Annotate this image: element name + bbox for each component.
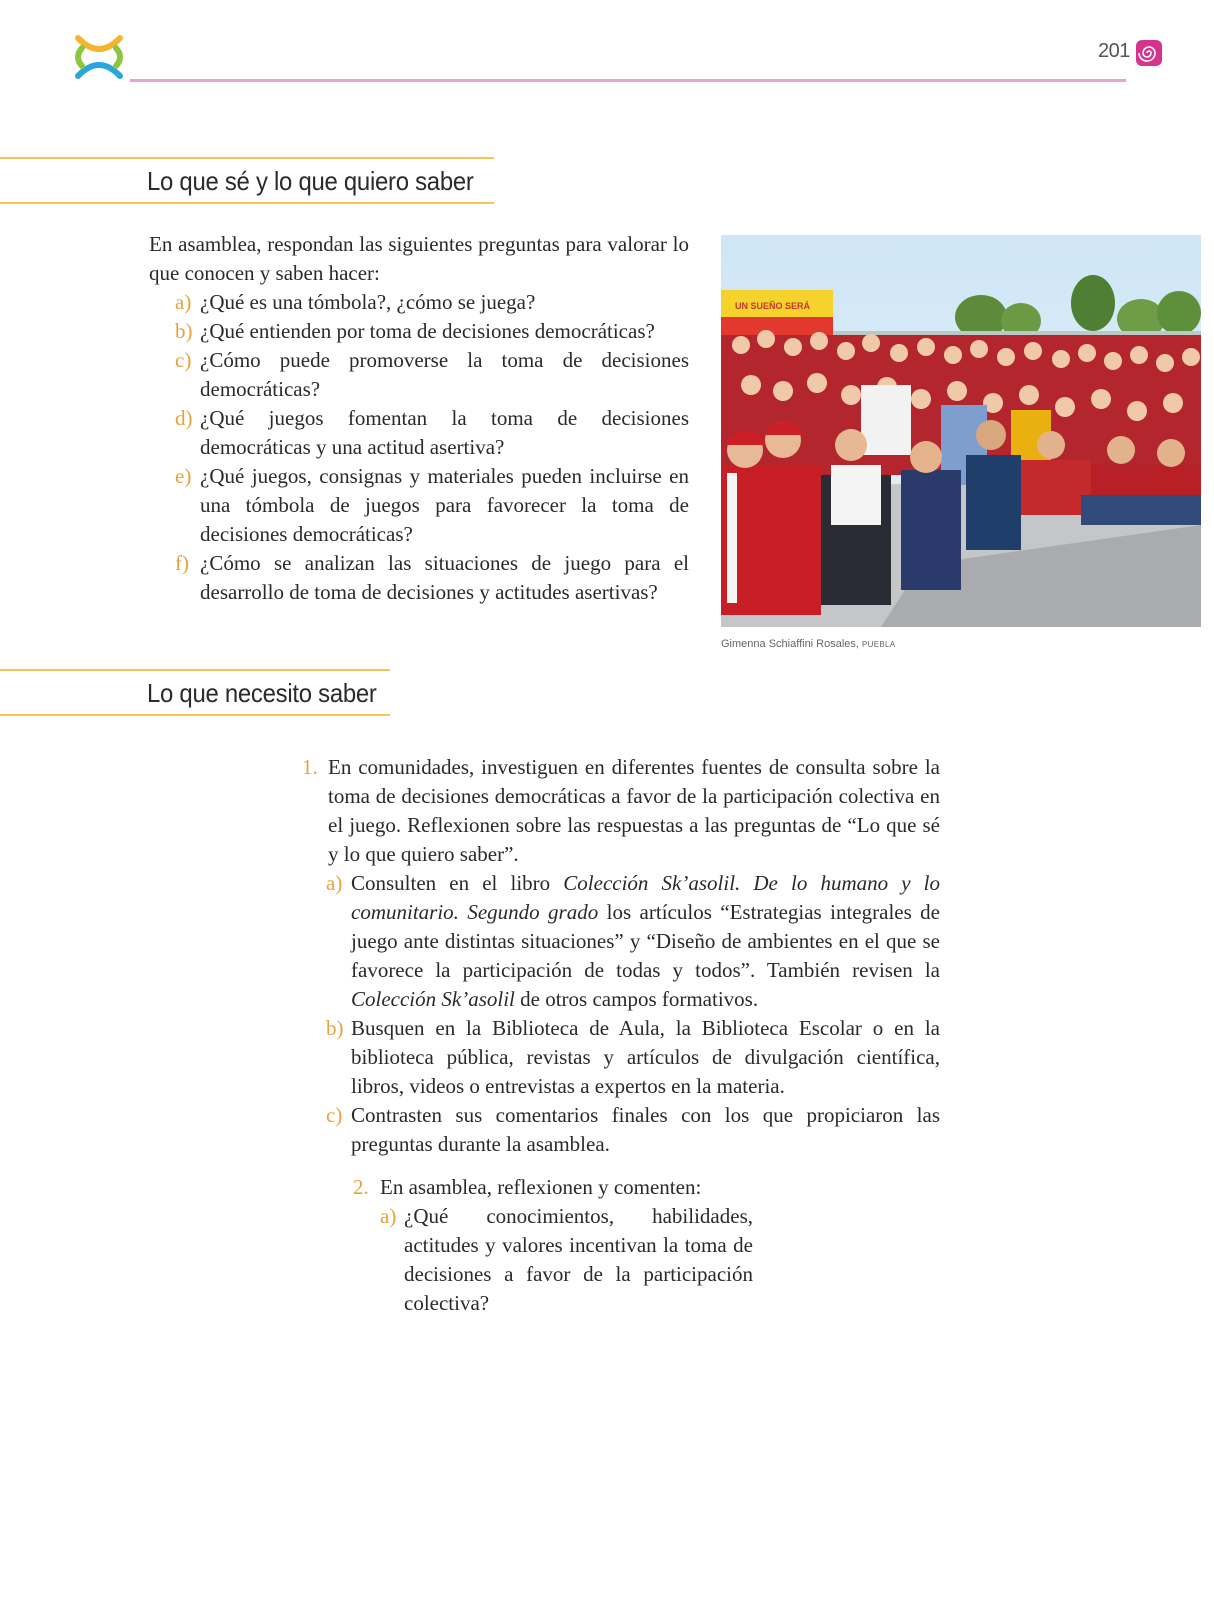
list-item-text: ¿Qué juegos, consignas y materiales pueden incluirse en una tómbola de juegos para favorecer la toma de decisiones democráticas? [200,464,689,546]
list-item [175,462,689,549]
header-rule [130,79,1126,82]
section1-body [149,230,689,607]
photo-caption [721,638,895,650]
photo-caption-name: Gimenna Schiaffini Rosales, [721,638,859,650]
page-number: 201 [1098,40,1130,62]
section1-bottom-rule [0,202,494,204]
section2-item2-sublist [380,1202,753,1318]
list-item-text: ¿Qué es una tómbola?, ¿cómo se juega? [200,290,536,314]
list-marker: e) [175,464,192,488]
list-item [175,288,689,317]
list-item [175,404,689,462]
text-run: los artículos “Estrategias integrales de juego ante distintas situaciones” y “Diseño de ambientes en el que se favorece la participación de todas y todos”. También revisen la [351,900,940,982]
list-marker: c) [326,1103,343,1127]
text-run: de otros campos formativos. [514,987,759,1011]
list-marker: f) [175,551,189,575]
section1-top-rule [0,157,494,159]
list-item [326,869,940,1014]
list-item-text: En asamblea, reflexionen y comenten: [380,1175,702,1199]
list-item [302,753,940,869]
list-item-text: ¿Cómo se analizan las situaciones de juego para el desarrollo de toma de decisiones y actitudes asertivas? [200,551,689,604]
list-item-text: En comunidades, investiguen en diferentes fuentes de consulta sobre la toma de decisiones democráticas a favor de la participación colectiva en el juego. Reflexionen sobre las respuestas a las preguntas de “Lo que sé y lo que quiero saber”. [328,755,940,866]
banner-text: UN SUEÑO SERÁ [735,301,811,311]
section2-item1 [302,753,940,1159]
list-marker: a) [380,1204,397,1228]
text-run: Consulten en el libro [351,871,564,895]
list-item [175,549,689,607]
list-item [175,346,689,404]
list-marker: b) [175,319,193,343]
colorful-x-logo-icon [72,30,126,84]
students-group-photo [721,235,1201,627]
section1-question-list [175,288,689,607]
list-item-text: ¿Qué juegos fomentan la toma de decisiones democráticas y una actitud asertiva? [200,406,689,459]
section2-item2 [353,1173,753,1318]
list-item [326,1014,940,1101]
list-item-text: Busquen en la Biblioteca de Aula, la Biblioteca Escolar o en la biblioteca pública, revistas y artículos de divulgación científica, libros, videos o entrevistas a expertos en la materia. [351,1016,940,1098]
list-item-text: ¿Qué conocimientos, habilidades, actitudes y valores incentivan la toma de decisiones a favor de la participación colectiva? [404,1204,753,1315]
section1-title: Lo que sé y lo que quiero saber [147,166,474,196]
section2-top-rule [0,669,390,671]
list-marker: c) [175,348,192,372]
list-marker: a) [175,290,192,314]
list-item-text: ¿Qué entienden por toma de decisiones democráticas? [200,319,655,343]
list-marker: d) [175,406,193,430]
list-marker: 2. [353,1175,369,1199]
list-item [175,317,689,346]
list-item [326,1101,940,1159]
book-title: Colección Sk’asolil [351,987,515,1011]
list-item-text [351,869,940,1014]
list-item [353,1173,753,1202]
section2-bottom-rule [0,714,390,716]
list-item [380,1202,753,1318]
list-marker: 1. [302,755,318,779]
spiral-glyph-icon [1134,38,1164,68]
list-marker: a) [326,871,343,895]
section2-item1-sublist [326,869,940,1159]
list-item-text: Contrasten sus comentarios finales con los que propiciaron las preguntas durante la asamblea. [351,1103,940,1156]
book-title: Colección Sk’asolil. De lo humano y lo comunitario. Segundo grado [351,871,940,924]
section2-title: Lo que necesito saber [147,678,377,708]
list-item-text: ¿Cómo puede promoverse la toma de decisiones democráticas? [200,348,689,401]
photo-caption-place: PUEBLA [862,640,896,649]
section1-intro: En asamblea, respondan las siguientes preguntas para valorar lo que conocen y saben hacer: [149,232,689,285]
list-marker: b) [326,1016,344,1040]
